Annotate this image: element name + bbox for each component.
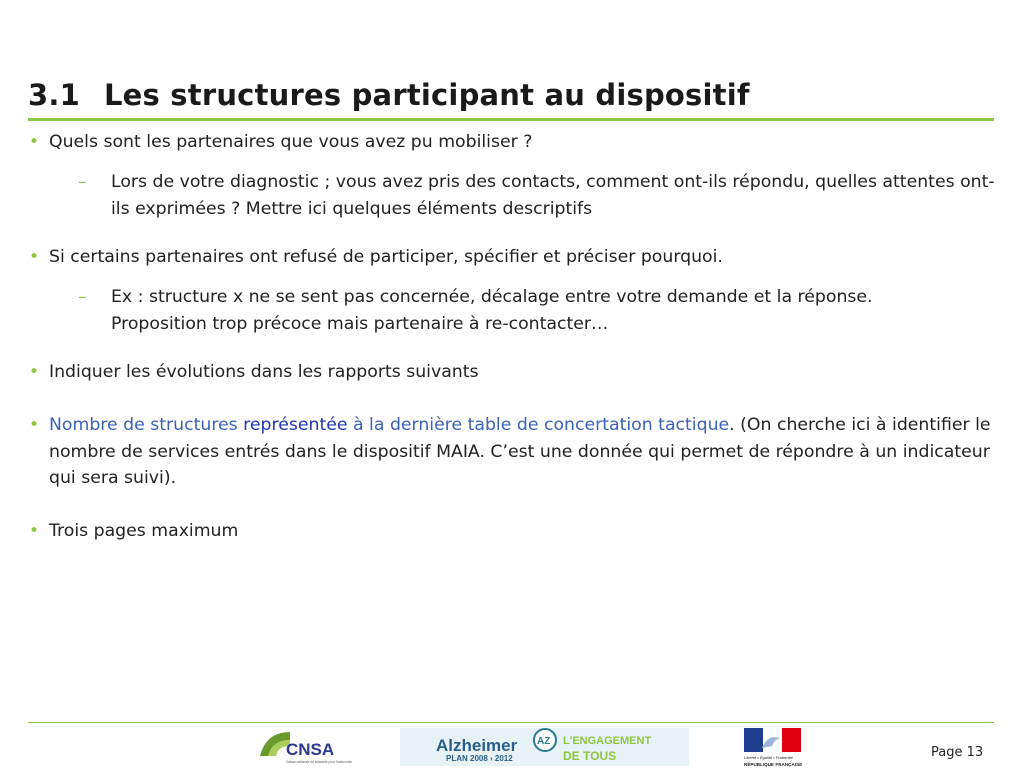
plain-text: . (On cherche ici à identifier le nombre de services entrés dans le dispositif MAIA. C’est une donnée qui permet de répondre à un indicateur qui sera suivi). bbox=[49, 415, 991, 488]
republique-francaise-logo bbox=[742, 728, 804, 768]
bullet-icon: • bbox=[29, 521, 40, 541]
cnsa-logo-tagline: Caisse nationale de solidarité pour l'autonomie bbox=[286, 760, 352, 764]
slide-title-number: 3.1 bbox=[28, 78, 80, 112]
alz-logo-title: Alzheimer bbox=[436, 736, 518, 755]
bullet-icon: • bbox=[29, 132, 40, 152]
dash-icon: – bbox=[78, 172, 87, 192]
bullet-icon: • bbox=[29, 247, 40, 267]
bullet-icon: • bbox=[29, 415, 40, 435]
sub-bullet-item bbox=[78, 284, 1004, 337]
alz-logo-badge: AZ bbox=[537, 736, 551, 747]
bullet-icon: • bbox=[29, 362, 40, 382]
bullet-item bbox=[29, 244, 1004, 271]
bullet-item bbox=[29, 129, 1004, 156]
sub-bullet-text: Ex : structure x ne se sent pas concernée, décalage entre votre demande et la réponse. Proposition trop précoce mais partenaire à re-contacter… bbox=[111, 287, 873, 334]
bullet-item bbox=[29, 359, 1004, 386]
slide-title-text: Les structures participant au dispositif bbox=[104, 78, 750, 112]
sub-bullet-text: Lors de votre diagnostic ; vous avez pris des contacts, comment ont-ils répondu, quelles attentes ont-ils exprimées ? Mettre ici quelques éléments descriptifs bbox=[111, 172, 995, 219]
highlight-text: à la dernière table de concertation tactique bbox=[347, 415, 730, 435]
rf-logo-name: RÉPUBLIQUE FRANÇAISE bbox=[744, 762, 803, 767]
bullet-text: Quels sont les partenaires que vous avez pu mobiliser ? bbox=[49, 132, 533, 152]
alzheimer-plan-logo bbox=[400, 728, 689, 766]
bullet-text: Si certains partenaires ont refusé de participer, spécifier et préciser pourquoi. bbox=[49, 247, 723, 267]
dash-icon: – bbox=[78, 287, 87, 307]
rf-logo-motto: Liberté • Égalité • Fraternité bbox=[744, 755, 793, 760]
bullet-text bbox=[49, 412, 1004, 492]
highlight-text: représentée bbox=[243, 415, 348, 435]
cnsa-logo-text: CNSA bbox=[286, 740, 335, 759]
page-number: Page 13 bbox=[931, 745, 984, 760]
alz-logo-slogan-1: L'ENGAGEMENT bbox=[563, 735, 652, 747]
bullet-item bbox=[29, 518, 1004, 545]
alz-logo-slogan-2: DE TOUS bbox=[563, 749, 617, 763]
bullet-text: Indiquer les évolutions dans les rapports suivants bbox=[49, 362, 479, 382]
cnsa-logo bbox=[254, 726, 364, 766]
bullet-item bbox=[29, 412, 1004, 492]
alz-logo-plan: PLAN 2008 › 2012 bbox=[446, 754, 513, 763]
footer-divider bbox=[28, 722, 994, 723]
sub-bullet-item bbox=[78, 169, 1004, 222]
title-divider bbox=[28, 118, 994, 121]
highlight-text: Nombre de structures bbox=[49, 415, 244, 435]
slide-title bbox=[28, 78, 750, 112]
bullet-text: Trois pages maximum bbox=[49, 521, 239, 541]
